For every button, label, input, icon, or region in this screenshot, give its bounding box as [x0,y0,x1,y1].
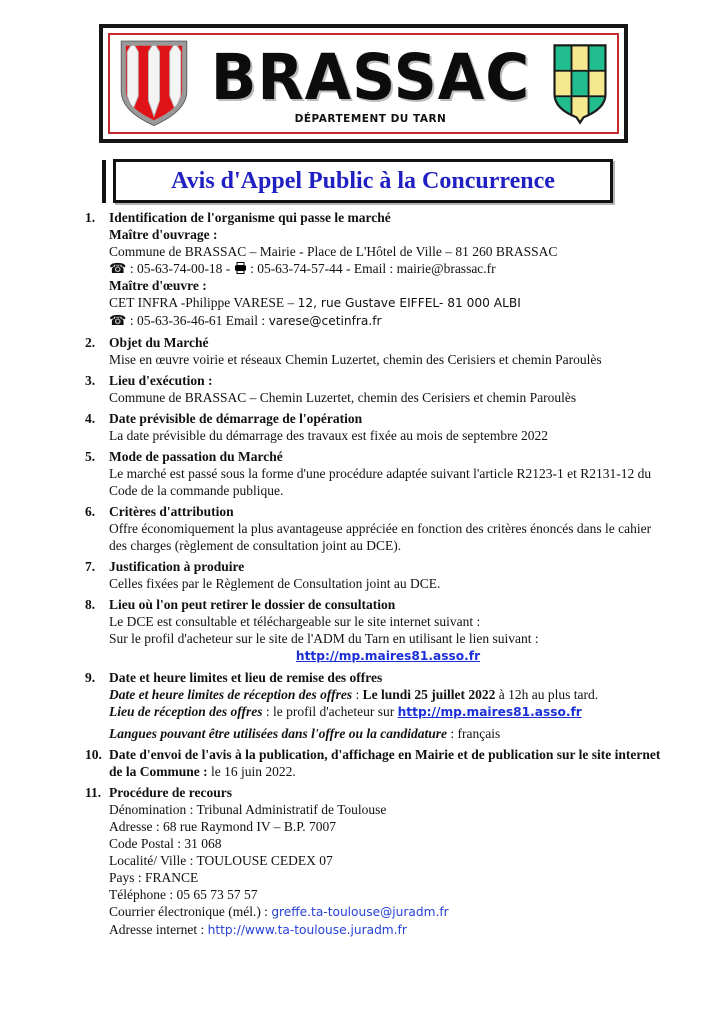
tribunal-telephone: Téléphone : 05 65 73 57 57 [109,887,258,902]
tribunal-pays: Pays : FRANCE [109,870,199,885]
item-1-number: 1. [85,210,96,225]
item-3 [85,372,667,406]
item-7-number: 7. [85,559,96,574]
item-6-text: Offre économiquement la plus avantageuse appréciée en fonction des critères énoncés dans le cahier des charges (règlement de consultation joint au DCE). [109,521,652,553]
item-9 [85,669,667,742]
item-5-text: Le marché est passé sous la forme d'une procédure adaptée suivant l'article R2123-1 et R2131-12 du Code de la commande publique. [109,466,652,498]
item-1-heading: Identification de l'organisme qui passe le marché [109,210,391,225]
tribunal-ville: Localité/ Ville : TOULOUSE CEDEX 07 [109,853,333,868]
fax-icon [234,262,247,274]
item-6-number: 6. [85,504,96,519]
item-4-number: 4. [85,411,96,426]
item-7-heading: Justification à produire [109,559,245,574]
item-8 [85,596,667,665]
brassac-coat-of-arms-icon [118,37,190,131]
tribunal-denomination: Dénomination : Tribunal Administratif de Toulouse [109,802,387,817]
item-9-number: 9. [85,670,96,685]
languages-line: Langues pouvant être utilisées dans l'offre ou la candidature : français [109,726,501,741]
tribunal-website-line: Adresse internet : http://www.ta-toulouse.juradm.fr [109,922,407,937]
item-1 [85,209,667,330]
item-11-heading: Procédure de recours [109,785,232,800]
item-3-heading: Lieu d'exécution : [109,373,213,388]
item-9-heading: Date et heure limites et lieu de remise des offres [109,670,383,685]
phone-icon: ☎ [109,313,127,329]
header-banner [99,24,628,143]
tribunal-code-postal: Code Postal : 31 068 [109,836,222,851]
item-10-heading: Date d'envoi de l'avis à la publication, d'affichage en Mairie et de publication sur le site internet de la Commune : [109,747,661,779]
item-3-number: 3. [85,373,96,388]
checkered-coat-of-arms-icon [551,40,609,128]
item-7-text: Celles fixées par le Règlement de Consultation joint au DCE. [109,576,441,591]
maitre-oeuvre-address: CET INFRA -Philippe VARESE – 12, rue Gustave EIFFEL- 81 000 ALBI [109,295,521,310]
item-6-heading: Critères d'attribution [109,504,234,519]
item-11-number: 11. [85,785,102,800]
banner-center [190,42,551,125]
tribunal-adresse: Adresse : 68 rue Raymond IV – B.P. 7007 [109,819,336,834]
item-8-number: 8. [85,597,96,612]
item-8-text-2: Sur le profil d'acheteur sur le site de l'ADM du Tarn en utilisant le lien suivant : [109,631,539,646]
tribunal-email-line: Courrier électronique (mél.) : greffe.ta-toulouse@juradm.fr [109,904,449,919]
item-2-text: Mise en œuvre voirie et réseaux Chemin Luzertet, chemin des Cerisiers et chemin Paroulès [109,352,602,367]
tribunal-email-link[interactable]: greffe.ta-toulouse@juradm.fr [271,905,449,919]
item-3-text: Commune de BRASSAC – Chemin Luzertet, chemin des Cerisiers et chemin Paroulès [109,390,577,405]
header-banner-inner [108,33,619,134]
maitre-oeuvre-contacts: ☎ : 05-63-36-46-61 Email : varese@cetinfra.fr [109,313,382,329]
item-10-date: le 16 juin 2022. [211,764,296,779]
item-6 [85,503,667,554]
item-5-number: 5. [85,449,96,464]
item-10-number: 10. [85,747,102,762]
item-5-heading: Mode de passation du Marché [109,449,283,464]
item-2-heading: Objet du Marché [109,335,209,350]
profil-acheteur-link[interactable]: http://mp.maires81.asso.fr [295,649,481,663]
item-2-number: 2. [85,335,96,350]
item-4-heading: Date prévisible de démarrage de l'opération [109,411,363,426]
item-2 [85,334,667,368]
title-box [113,159,613,203]
maitre-ouvrage-label: Maître d'ouvrage : [109,227,218,242]
maitre-ouvrage-address: Commune de BRASSAC – Mairie - Place de L'Hôtel de Ville – 81 260 BRASSAC [109,244,558,259]
item-8-text-1: Le DCE est consultable et téléchargeable sur le site internet suivant : [109,614,481,629]
department-subtitle: DÉPARTEMENT DU TARN [294,113,447,126]
document-title: Avis d'Appel Public à la Concurrence [171,167,555,194]
item-11 [85,784,667,939]
item-7 [85,558,667,592]
item-8-heading: Lieu où l'on peut retirer le dossier de consultation [109,597,396,612]
item-10 [85,746,667,780]
item-4-text: La date prévisible du démarrage des travaux est fixée au mois de septembre 2022 [109,428,548,443]
maitre-ouvrage-contacts: ☎ : 05-63-74-00-18 - : 05-63-74-57-44 - Email : mairie@brassac.fr [109,261,496,277]
profil-acheteur-link-2[interactable]: http://mp.maires81.asso.fr [397,705,582,719]
item-5 [85,448,667,499]
phone-icon: ☎ [109,261,127,277]
title-left-rule [102,160,106,203]
tribunal-website-link[interactable]: http://www.ta-toulouse.juradm.fr [207,923,407,937]
deadline-line: Date et heure limites de réception des offres : Le lundi 25 juillet 2022 à 12h au plus tard. [109,687,599,702]
reception-line: Lieu de réception des offres : le profil d'acheteur sur http://mp.maires81.asso.fr [109,704,582,719]
commune-name: BRASSAC [210,41,531,115]
notice-body [85,209,667,943]
maitre-oeuvre-label: Maître d'œuvre : [109,278,207,293]
item-4 [85,410,667,444]
